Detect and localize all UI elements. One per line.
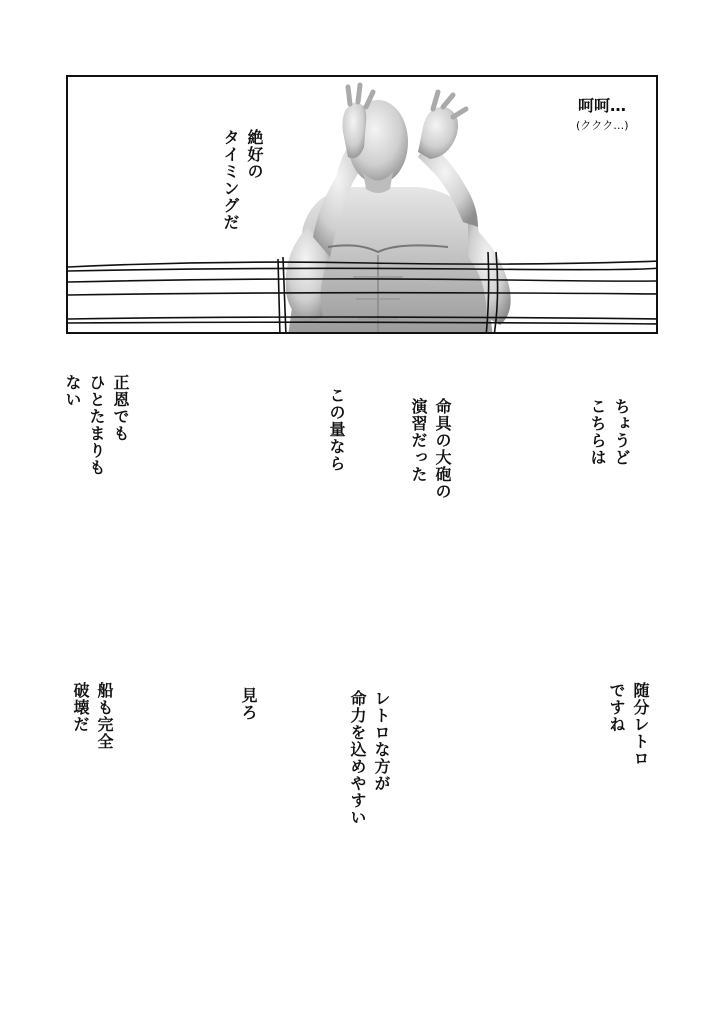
text-fune: 船も完全 破壊だ [71,682,114,750]
speech-timing: 絶好の タイミングだ [221,129,264,231]
text-chodo: ちょうど こちらは [588,398,631,466]
figure-illustration [68,77,658,334]
text-zuibun-retro: 随分レトロ ですね [607,682,650,767]
figure-left-hand [343,102,367,158]
laugh-reading: (ククク…) [576,119,629,132]
text-retro-na-hou: レトロな方が 命力を込めやすい [348,690,391,826]
text-kono-ryo: この量なら [327,387,346,472]
laugh-sfx: 呵呵… [578,96,627,115]
comic-panel [66,75,658,334]
text-seion: 正恩でも ひとたまりも ない [63,374,130,476]
text-meigu: 命具の大砲の 演習だった [409,398,452,500]
text-miro: 見ろ [239,687,258,721]
